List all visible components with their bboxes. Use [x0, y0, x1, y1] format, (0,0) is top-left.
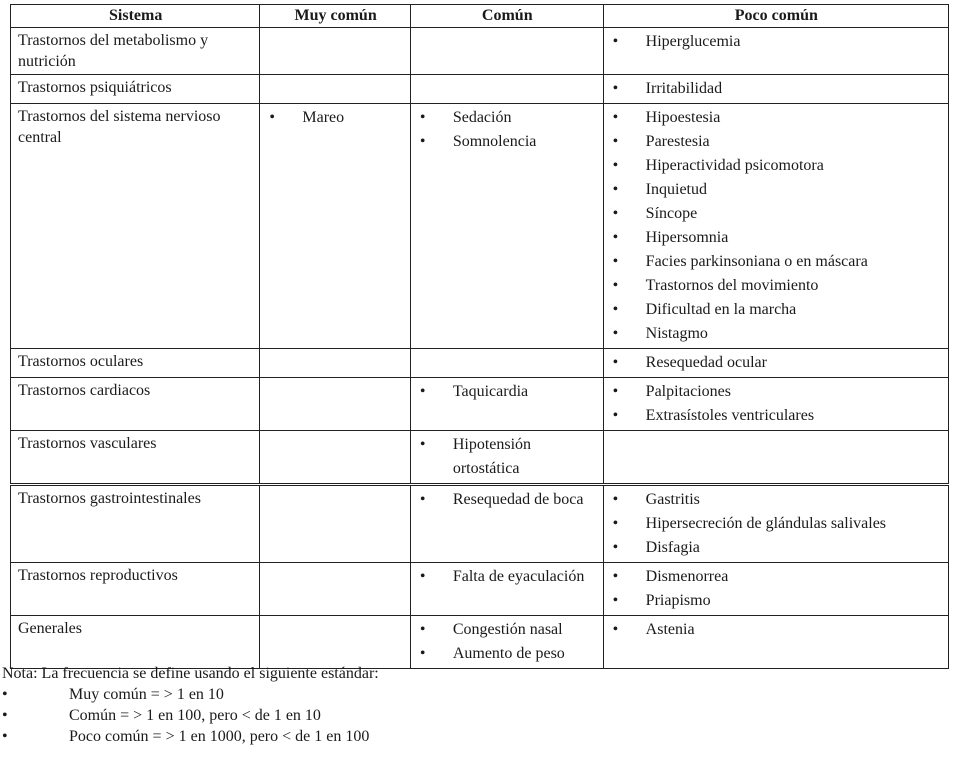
header-poco-comun: Poco común — [603, 5, 948, 28]
cell-sistema: Trastornos vasculares — [11, 431, 260, 485]
list-item: • Extrasístoles ventriculares — [611, 404, 942, 428]
cell-comun — [410, 349, 603, 378]
list-item: • Mareo — [267, 106, 403, 130]
cell-comun — [410, 75, 603, 104]
list-item: • Parestesia — [611, 130, 942, 154]
cell-poco-comun — [603, 75, 948, 104]
cell-muy-comun — [260, 378, 410, 431]
list-item: • Resequedad de boca — [418, 488, 597, 512]
header-comun: Común — [410, 5, 603, 28]
list-item: • Sedación — [418, 106, 597, 130]
table-row — [11, 431, 949, 485]
list-item: • Síncope — [611, 202, 942, 226]
table-row — [11, 104, 949, 349]
cell-comun — [410, 431, 603, 485]
cell-comun — [410, 485, 603, 563]
bullet-list — [267, 106, 403, 130]
cell-poco-comun — [603, 431, 948, 485]
cell-sistema: Trastornos gastrointestinales — [11, 485, 260, 563]
bullet-list — [611, 351, 942, 375]
bullet-list — [611, 488, 942, 560]
cell-sistema: Generales — [11, 616, 260, 669]
bullet-list — [611, 106, 942, 346]
list-item: • Hipoestesia — [611, 106, 942, 130]
cell-sistema: Trastornos reproductivos — [11, 563, 260, 616]
table-row — [11, 563, 949, 616]
list-item: • Congestión nasal — [418, 618, 597, 642]
list-item: • Dificultad en la marcha — [611, 298, 942, 322]
list-item: • Hipersomnia — [611, 226, 942, 250]
bullet-list — [611, 380, 942, 428]
bullet-list — [418, 380, 597, 404]
note-item-text: Poco común = > 1 en 1000, pero < de 1 en 100 — [69, 728, 370, 745]
adverse-reactions-table — [10, 4, 949, 669]
list-item: • Hipotensión ortostática — [418, 433, 597, 481]
bullet-list — [418, 618, 597, 666]
cell-comun — [410, 563, 603, 616]
bullet-list — [418, 433, 597, 481]
cell-sistema: Trastornos del metabolismo y nutrición — [11, 28, 260, 75]
cell-poco-comun — [603, 616, 948, 669]
list-item: • Irritabilidad — [611, 77, 942, 101]
cell-poco-comun — [603, 378, 948, 431]
bullet-list — [611, 565, 942, 613]
cell-muy-comun — [260, 349, 410, 378]
cell-muy-comun — [260, 28, 410, 75]
table-row — [11, 378, 949, 431]
note-item — [2, 684, 379, 705]
list-item: • Astenia — [611, 618, 942, 642]
bullet-list — [418, 106, 597, 154]
list-item: • Hiperglucemia — [611, 30, 942, 54]
table-row — [11, 349, 949, 378]
cell-poco-comun — [603, 28, 948, 75]
bullet-icon: • — [2, 707, 8, 724]
cell-muy-comun — [260, 431, 410, 485]
table-row — [11, 616, 949, 669]
cell-muy-comun — [260, 104, 410, 349]
bullet-list — [611, 30, 942, 54]
bullet-list — [418, 565, 597, 589]
frequency-note — [2, 663, 379, 747]
list-item: • Nistagmo — [611, 322, 942, 346]
table-row — [11, 75, 949, 104]
list-item: • Aumento de peso — [418, 642, 597, 666]
list-item: • Hiperactividad psicomotora — [611, 154, 942, 178]
list-item: • Inquietud — [611, 178, 942, 202]
bullet-icon: • — [2, 686, 8, 703]
cell-muy-comun — [260, 616, 410, 669]
table-row — [11, 28, 949, 75]
list-item: • Trastornos del movimiento — [611, 274, 942, 298]
header-sistema: Sistema — [11, 5, 260, 28]
cell-poco-comun — [603, 349, 948, 378]
cell-poco-comun — [603, 485, 948, 563]
header-muy-comun: Muy común — [260, 5, 410, 28]
cell-comun — [410, 28, 603, 75]
list-item: • Priapismo — [611, 589, 942, 613]
cell-sistema: Trastornos oculares — [11, 349, 260, 378]
cell-sistema: Trastornos del sistema nervioso central — [11, 104, 260, 349]
cell-muy-comun — [260, 563, 410, 616]
bullet-list — [418, 488, 597, 512]
cell-comun — [410, 616, 603, 669]
cell-muy-comun — [260, 75, 410, 104]
list-item: • Palpitaciones — [611, 380, 942, 404]
cell-sistema: Trastornos cardiacos — [11, 378, 260, 431]
list-item: • Taquicardia — [418, 380, 597, 404]
list-item: • Hipersecreción de glándulas salivales — [611, 512, 942, 536]
list-item: • Falta de eyaculación — [418, 565, 597, 589]
list-item: • Resequedad ocular — [611, 351, 942, 375]
note-title: Nota: La frecuencia se define usando el siguiente estándar: — [2, 665, 379, 682]
cell-poco-comun — [603, 563, 948, 616]
list-item: • Gastritis — [611, 488, 942, 512]
list-item: • Disfagia — [611, 536, 942, 560]
cell-sistema: Trastornos psiquiátricos — [11, 75, 260, 104]
cell-comun — [410, 104, 603, 349]
cell-poco-comun — [603, 104, 948, 349]
bullet-icon: • — [2, 728, 8, 745]
table-row — [11, 485, 949, 563]
list-item: • Dismenorrea — [611, 565, 942, 589]
table-header-row — [11, 5, 949, 28]
bullet-list — [611, 618, 942, 642]
note-item-text: Común = > 1 en 100, pero < de 1 en 10 — [69, 707, 321, 724]
list-item: • Somnolencia — [418, 130, 597, 154]
cell-muy-comun — [260, 485, 410, 563]
cell-comun — [410, 378, 603, 431]
bullet-list — [611, 77, 942, 101]
note-item-text: Muy común = > 1 en 10 — [69, 686, 224, 703]
note-item — [2, 726, 379, 747]
list-item: • Facies parkinsoniana o en máscara — [611, 250, 942, 274]
note-item — [2, 705, 379, 726]
